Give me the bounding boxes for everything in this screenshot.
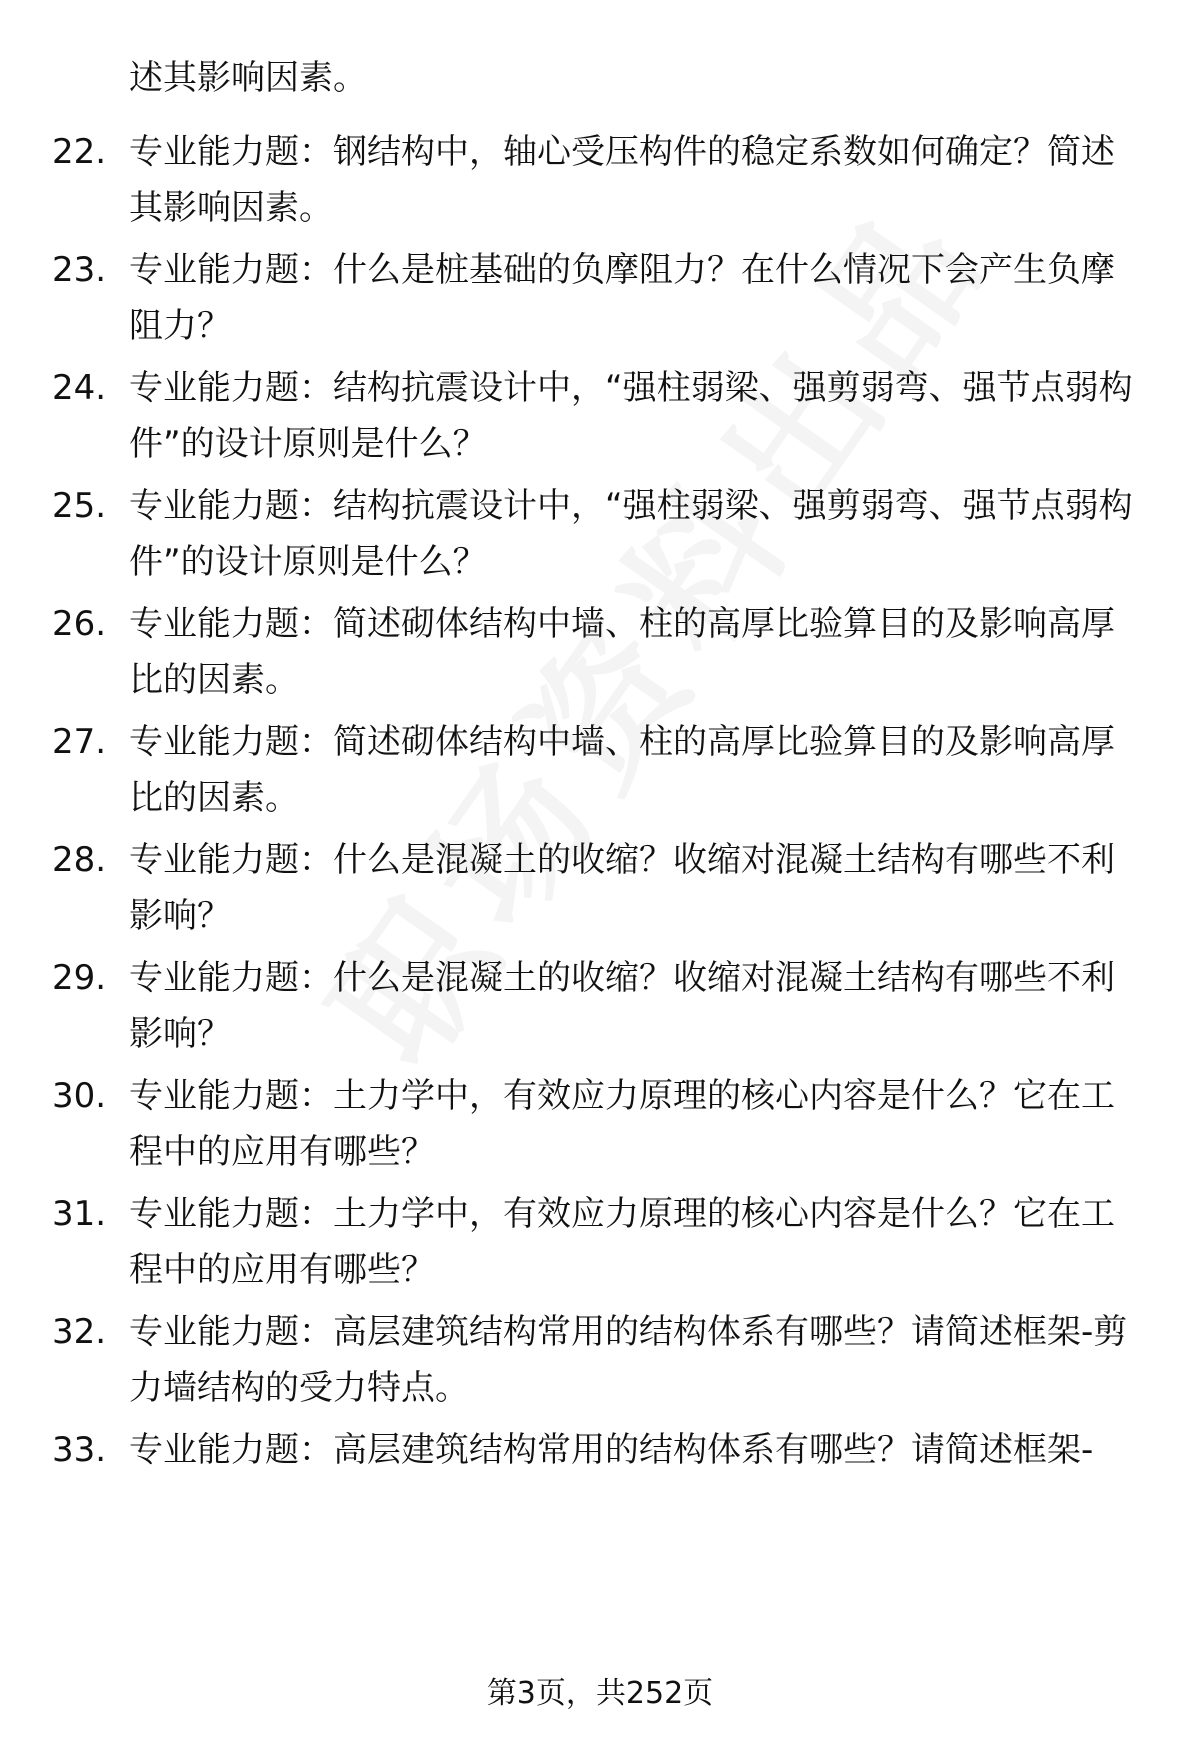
item-text: 专业能力题：结构抗震设计中，“强柱弱梁、强剪弱弯、强节点弱构件”的设计原则是什么？: [129, 368, 1133, 464]
list-item: [0, 478, 1200, 598]
item-text: 专业能力题：简述砌体结构中墙、柱的高厚比验算目的及影响高厚比的因素。: [129, 604, 1115, 700]
list-item: [0, 1068, 1200, 1188]
item-number: 33.: [52, 1430, 107, 1470]
item-text: 专业能力题：土力学中，有效应力原理的核心内容是什么？它在工程中的应用有哪些？: [129, 1194, 1115, 1290]
item-text: 专业能力题：什么是混凝土的收缩？收缩对混凝土结构有哪些不利影响？: [129, 840, 1115, 936]
item-number: 27.: [52, 722, 107, 762]
item-text: 专业能力题：钢结构中，轴心受压构件的稳定系数如何确定？简述其影响因素。: [129, 132, 1115, 228]
list-item: [0, 714, 1200, 834]
item-text: 专业能力题：什么是混凝土的收缩？收缩对混凝土结构有哪些不利影响？: [129, 958, 1115, 1054]
item-number: 28.: [52, 840, 107, 880]
item-number: 32.: [52, 1312, 107, 1352]
item-number: 31.: [52, 1194, 107, 1234]
list-item: [0, 360, 1200, 480]
list-item: [0, 1422, 1200, 1482]
item-number: 24.: [52, 368, 107, 408]
list-item: [0, 950, 1200, 1070]
item-text: 专业能力题：什么是桩基础的负摩阻力？在什么情况下会产生负摩阻力？: [129, 250, 1115, 346]
item-number: 22.: [52, 132, 107, 172]
item-text: 专业能力题：简述砌体结构中墙、柱的高厚比验算目的及影响高厚比的因素。: [129, 722, 1115, 818]
list-item: [0, 832, 1200, 952]
item-number: 23.: [52, 250, 107, 290]
item-text: 专业能力题：高层建筑结构常用的结构体系有哪些？请简述框架-剪力墙结构的受力特点。: [129, 1312, 1128, 1408]
list-item: [0, 242, 1200, 362]
list-item: [0, 124, 1200, 244]
page-footer: 第3页，共252页: [486, 1676, 714, 1711]
continuation-text: 述其影响因素。: [129, 58, 367, 98]
list-item: [0, 1186, 1200, 1306]
item-number: 25.: [52, 486, 107, 526]
item-number: 30.: [52, 1076, 107, 1116]
item-number: 26.: [52, 604, 107, 644]
list-item: [0, 1304, 1200, 1424]
item-text: 专业能力题：结构抗震设计中，“强柱弱梁、强剪弱弯、强节点弱构件”的设计原则是什么？: [129, 486, 1133, 582]
item-text: 专业能力题：高层建筑结构常用的结构体系有哪些？请简述框架-: [129, 1430, 1094, 1470]
item-text: 专业能力题：土力学中，有效应力原理的核心内容是什么？它在工程中的应用有哪些？: [129, 1076, 1115, 1172]
list-item: [0, 596, 1200, 716]
item-number: 29.: [52, 958, 107, 998]
